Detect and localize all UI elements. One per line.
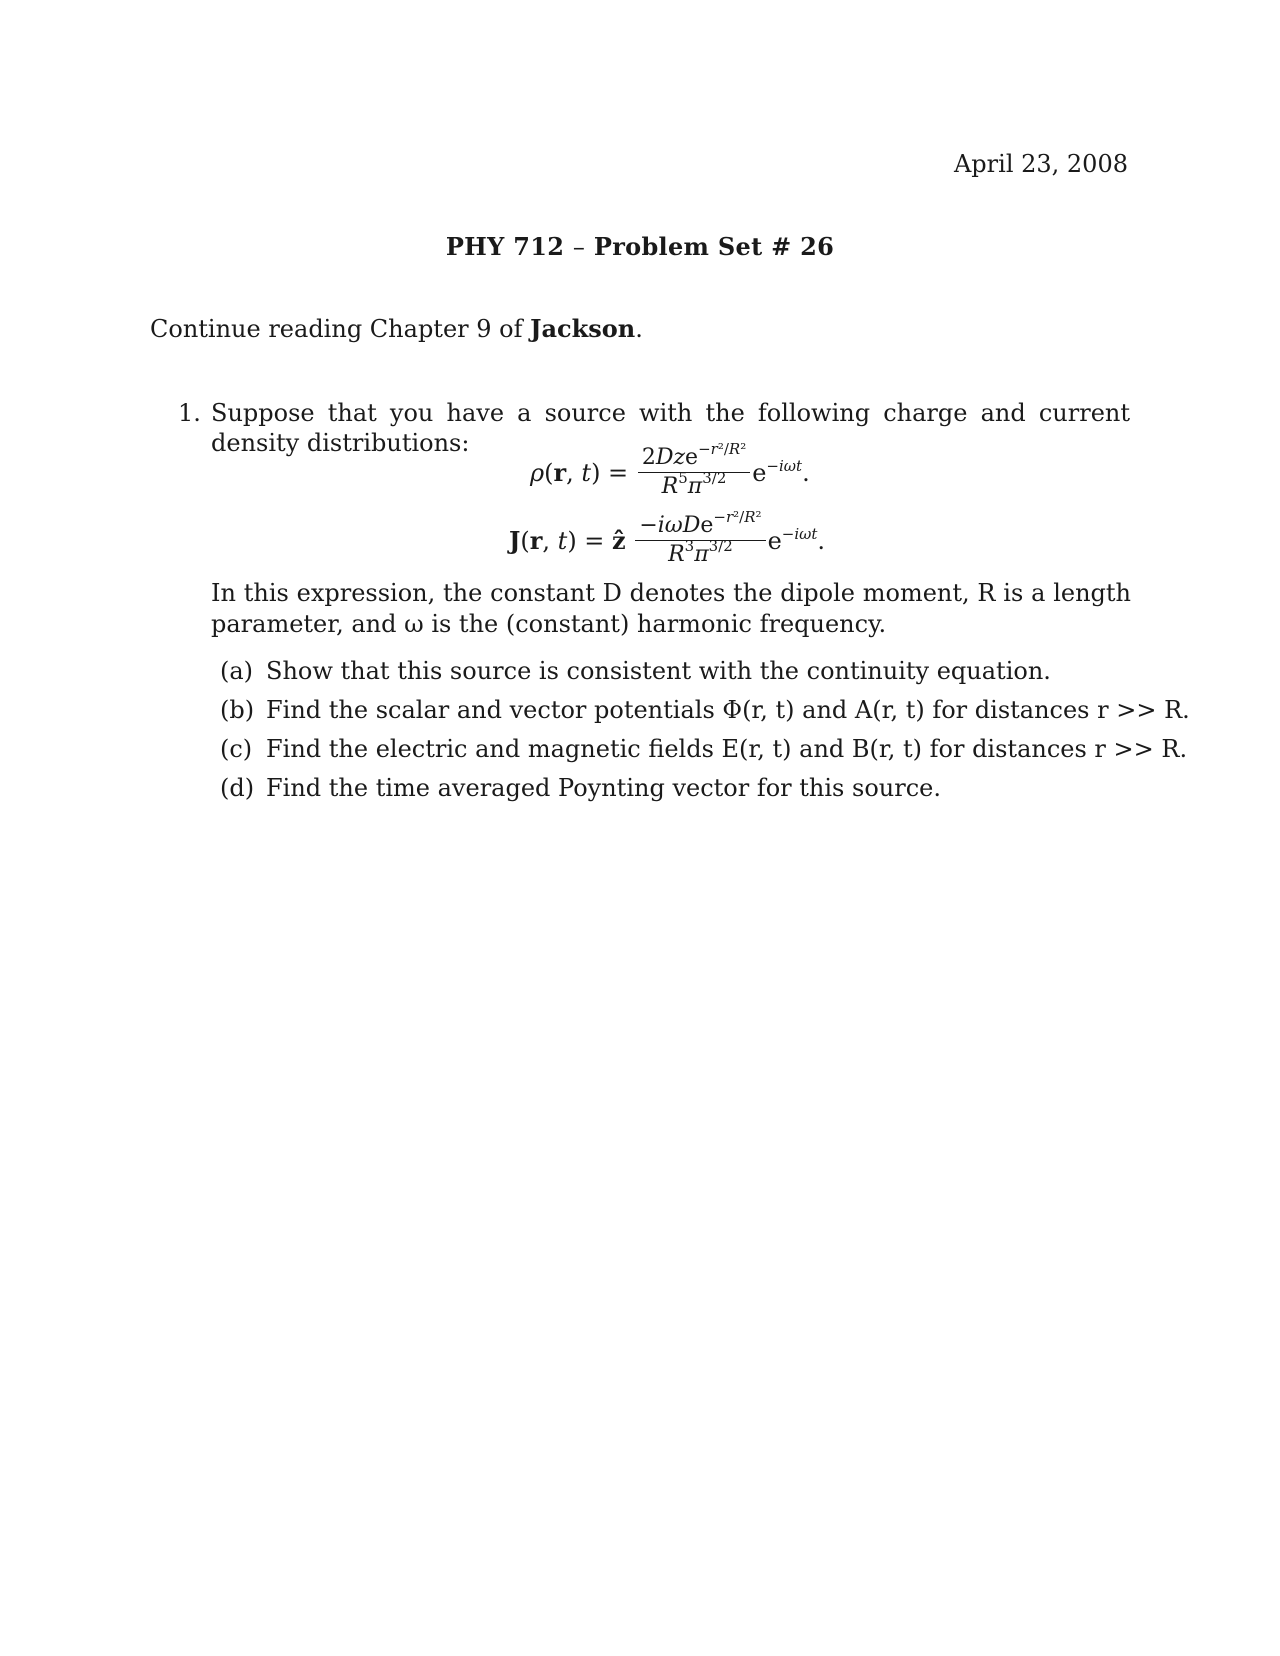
part-c <box>220 734 1188 773</box>
part-d <box>220 773 1140 812</box>
problem-number: 1. <box>178 399 201 427</box>
part-label: (c) <box>220 735 253 763</box>
part-a <box>220 656 1140 695</box>
part-text: Find the time averaged Poynting vector for this source. <box>266 774 941 802</box>
part-text: Find the electric and magnetic fields E(r, t) and B(r, t) for distances r >> R. <box>266 735 1188 763</box>
part-text: Show that this source is consistent with the continuity equation. <box>266 657 1051 685</box>
problem-statement: Suppose that you have a source with the following charge and current density distributions: <box>211 399 1130 457</box>
part-b <box>220 695 1190 734</box>
part-label: (a) <box>220 657 254 685</box>
current-density-equation: J(r, t) = ẑ $\frac{-i\omega De^{-r^2/R^2}}{R^3\pi^{3/2}}$ $e^{-i\omega t}$. <box>509 508 826 567</box>
charge-density-equation: ρ(r, t) = $\frac{2Dze^{-r^2/R^2}}{R^5\pi^{3/2}}$ $e^{-i\omega t}$. <box>530 440 810 499</box>
reading-prefix: Continue reading Chapter 9 of <box>150 315 531 343</box>
part-label: (b) <box>220 696 255 724</box>
problem-parts <box>220 656 1190 812</box>
part-label: (d) <box>220 774 255 802</box>
course-code: PHY 712 <box>445 232 565 261</box>
title-dash: – <box>572 233 586 261</box>
part-text: Find the scalar and vector potentials Φ(r, t) and A(r, t) for distances r >> R. <box>266 696 1190 724</box>
reading-suffix: . <box>635 315 643 343</box>
book-name: Jackson <box>530 314 636 343</box>
reading-assignment <box>150 314 643 343</box>
page-title <box>0 232 1280 261</box>
problem-set-label: Problem Set # 26 <box>593 232 835 261</box>
date: April 23, 2008 <box>953 150 1128 178</box>
problem-description: In this expression, the constant D denotes the dipole moment, R is a length parameter, and ω is the (constant) harmonic frequency. <box>211 579 1131 638</box>
